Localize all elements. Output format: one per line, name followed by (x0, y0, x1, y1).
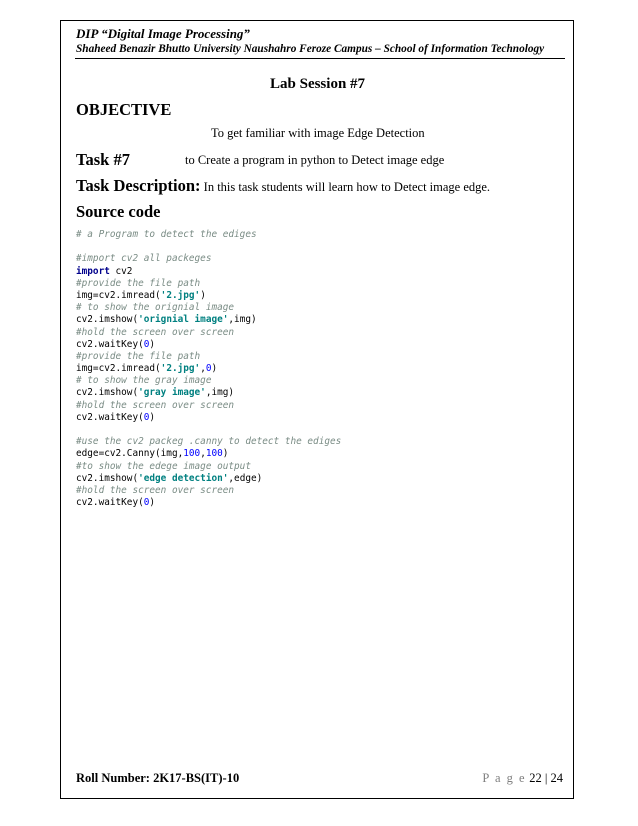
task-label: Task #7 (76, 150, 130, 169)
code-token-comment: # to show the orignial image (76, 302, 235, 314)
code-token-num: 100 (205, 448, 223, 460)
code-token-plain: , (200, 363, 206, 375)
code-token-plain: cv2.imshow( (76, 314, 139, 326)
code-token-plain: cv2.waitKey( (76, 338, 144, 350)
code-token-comment: #hold the screen over screen (76, 484, 235, 496)
code-line (76, 497, 341, 509)
code-line (76, 473, 341, 485)
objective-text: To get familiar with image Edge Detection (211, 126, 425, 140)
code-line (76, 229, 341, 241)
task-description-label: Task Description: (76, 176, 201, 195)
code-line (76, 412, 341, 424)
code-token-str: 'gray image' (138, 387, 206, 399)
code-line (76, 241, 341, 253)
code-token-kw: import (76, 265, 110, 277)
code-token-comment: #provide the file path (76, 350, 201, 362)
code-line (76, 253, 341, 265)
code-line (76, 400, 341, 412)
code-token-plain: cv2.waitKey( (76, 497, 144, 509)
code-token-comment: #to show the edege image output (76, 460, 251, 472)
code-token-comment: # to show the gray image (76, 375, 212, 387)
lab-session-title: Lab Session #7 (270, 76, 366, 92)
code-token-comment: #provide the file path (76, 277, 201, 289)
code-token-plain: cv2.imshow( (76, 472, 139, 484)
objective-heading: OBJECTIVE (76, 100, 172, 119)
code-token-plain: ,img) (228, 314, 257, 326)
code-line (76, 302, 341, 314)
code-token-num: 0 (143, 497, 150, 509)
header-university: Shaheed Benazir Bhutto University Naushahro Feroze Campus – School of Information Technology (76, 43, 545, 55)
code-token-num: 100 (183, 448, 201, 460)
task-description-text: In this task students will learn how to Detect image edge. (200, 180, 491, 194)
code-token-str: '2.jpg' (160, 289, 201, 301)
code-line (76, 266, 341, 278)
code-token-comment: # a Program to detect the ediges (76, 229, 257, 240)
code-token-num: 0 (205, 363, 212, 375)
code-line (76, 290, 341, 302)
code-line (76, 351, 341, 363)
footer-page-count: 22 | 24 (526, 771, 563, 785)
code-token-plain: edge=cv2.Canny(img, (76, 448, 184, 460)
code-line (76, 424, 341, 436)
footer-page-number (482, 771, 563, 786)
code-line (76, 339, 341, 351)
code-line (76, 375, 341, 387)
task-description (76, 176, 490, 196)
code-token-str: 'orignial image' (138, 314, 229, 326)
code-line (76, 461, 341, 473)
code-line (76, 363, 341, 375)
code-token-plain: ,img) (205, 387, 235, 399)
code-line (76, 436, 341, 448)
code-line (76, 314, 341, 326)
code-token-plain: ) (222, 448, 229, 460)
code-token-plain: , (200, 448, 206, 460)
code-token-plain: ) (200, 289, 206, 301)
code-token-plain: ) (211, 363, 218, 375)
code-token-num: 0 (143, 338, 150, 350)
header-divider (75, 58, 565, 59)
code-token-comment: #use the cv2 packeg .canny to detect the ediges (76, 436, 342, 448)
code-token-plain: ,edge) (228, 472, 263, 484)
code-line (76, 327, 341, 339)
code-token-plain: ) (149, 497, 156, 509)
code-line (76, 448, 341, 460)
code-token-plain: img=cv2.imread( (76, 289, 161, 301)
code-token-plain: ) (149, 411, 156, 423)
code-line (76, 387, 341, 399)
header-course-title: DIP “Digital Image Processing” (76, 26, 250, 41)
code-block (76, 229, 341, 509)
code-token-plain: ) (149, 338, 156, 350)
task-text: to Create a program in python to Detect image edge (185, 153, 445, 167)
code-token-comment: #import cv2 all packeges (76, 253, 212, 265)
code-token-plain: cv2.waitKey( (76, 411, 144, 423)
source-code-heading: Source code (76, 202, 161, 221)
code-token-comment: #hold the screen over screen (76, 399, 235, 411)
code-token-plain: cv2 (109, 265, 133, 277)
footer-page-word: P a g e (482, 771, 527, 785)
code-token-num: 0 (143, 411, 150, 423)
code-token-str: '2.jpg' (160, 363, 201, 375)
code-token-plain: img=cv2.imread( (76, 363, 161, 375)
footer-roll-number: Roll Number: 2K17-BS(IT)-10 (76, 771, 240, 785)
code-line (76, 485, 341, 497)
code-token-str: 'edge detection' (138, 472, 229, 484)
code-token-plain: cv2.imshow( (76, 387, 139, 399)
code-token-comment: #hold the screen over screen (76, 326, 235, 338)
code-line (76, 278, 341, 290)
